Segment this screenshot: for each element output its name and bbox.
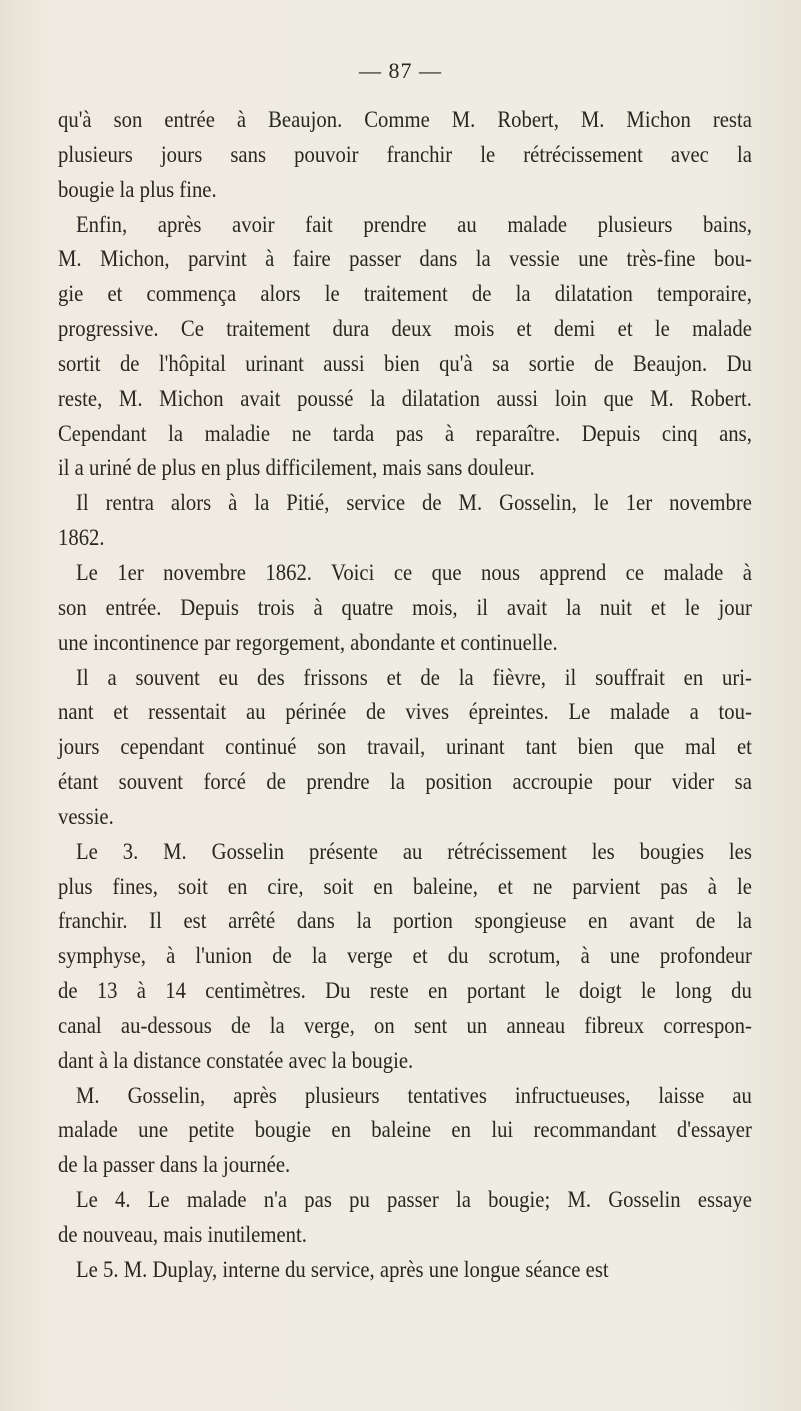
text-line: progressive. Ce traitement dura deux mois et demi et le malade — [58, 316, 752, 342]
text-line: reste, M. Michon avait poussé la dilatation aussi loin que M. Robert. — [58, 385, 752, 411]
paragraph — [58, 661, 752, 835]
text-line: malade une petite bougie en baleine en lui recommandant d'essayer — [58, 1117, 752, 1143]
paragraph — [58, 1183, 752, 1253]
page-number: — 87 — — [359, 58, 442, 83]
text-line: étant souvent forcé de prendre la position accroupie pour vider sa — [58, 769, 752, 795]
text-line: Il a souvent eu des frissons et de la fièvre, il souffrait en uri- — [76, 664, 752, 690]
text-line: symphyse, à l'union de la verge et du scrotum, à une profondeur — [58, 943, 752, 969]
text-line: Le 1er novembre 1862. Voici ce que nous apprend ce malade à — [76, 559, 752, 585]
text-line: Le 5. M. Duplay, interne du service, après une longue séance est — [76, 1256, 609, 1282]
paragraph — [58, 1079, 752, 1184]
paragraph — [58, 1253, 752, 1288]
text-line: sortit de l'hôpital urinant aussi bien qu'à sa sortie de Beaujon. Du — [58, 350, 752, 376]
paragraph — [58, 486, 752, 556]
text-line: vessie. — [58, 803, 114, 829]
text-line: de la passer dans la journée. — [58, 1152, 291, 1178]
text-line: M. Gosselin, après plusieurs tentatives infructueuses, laisse au — [76, 1082, 752, 1108]
text-line: 1862. — [58, 525, 105, 551]
text-line: qu'à son entrée à Beaujon. Comme M. Robert, M. Michon resta — [58, 107, 752, 132]
text-line: de 13 à 14 centimètres. Du reste en portant le doigt le long du — [58, 978, 752, 1004]
text-line: plus fines, soit en cire, soit en baleine, et ne parvient pas à le — [58, 873, 752, 899]
text-line: nant et ressentait au périnée de vives épreintes. Le malade a tou- — [58, 699, 752, 725]
text-line: il a uriné de plus en plus difficilement, mais sans douleur. — [58, 455, 535, 481]
paragraph — [58, 208, 752, 487]
text-line: plusieurs jours sans pouvoir franchir le rétrécissement avec la — [58, 141, 752, 167]
text-line: M. Michon, parvint à faire passer dans la vessie une très-fine bou- — [58, 246, 752, 272]
text-line: Enfin, après avoir fait prendre au malade plusieurs bains, — [76, 211, 752, 237]
text-line: bougie la plus fine. — [58, 176, 217, 202]
text-line: Le 3. M. Gosselin présente au rétrécissement les bougies les — [76, 838, 752, 864]
text-line: son entrée. Depuis trois à quatre mois, il avait la nuit et le jour — [58, 594, 752, 620]
text-line: gie et commença alors le traitement de la dilatation temporaire, — [58, 281, 752, 307]
text-line: Il rentra alors à la Pitié, service de M. Gosselin, le 1er novembre — [76, 490, 752, 516]
text-line: Le 4. Le malade n'a pas pu passer la bougie; M. Gosselin essaye — [76, 1187, 752, 1213]
text-line: Cependant la maladie ne tarda pas à reparaître. Depuis cinq ans, — [58, 420, 752, 446]
paragraph — [58, 835, 752, 1079]
text-line: dant à la distance constatée avec la bougie. — [58, 1047, 414, 1073]
paragraph — [58, 556, 752, 661]
text-line: jours cependant continué son travail, urinant tant bien que mal et — [58, 734, 752, 760]
paragraph — [58, 103, 752, 208]
text-line: canal au-dessous de la verge, on sent un anneau fibreux correspon- — [58, 1012, 752, 1038]
text-body — [58, 103, 752, 1288]
text-line: une incontinence par regorgement, abondante et continuelle. — [58, 629, 558, 655]
text-line: de nouveau, mais inutilement. — [58, 1222, 307, 1247]
text-line: franchir. Il est arrêté dans la portion spongieuse en avant de la — [58, 908, 752, 934]
